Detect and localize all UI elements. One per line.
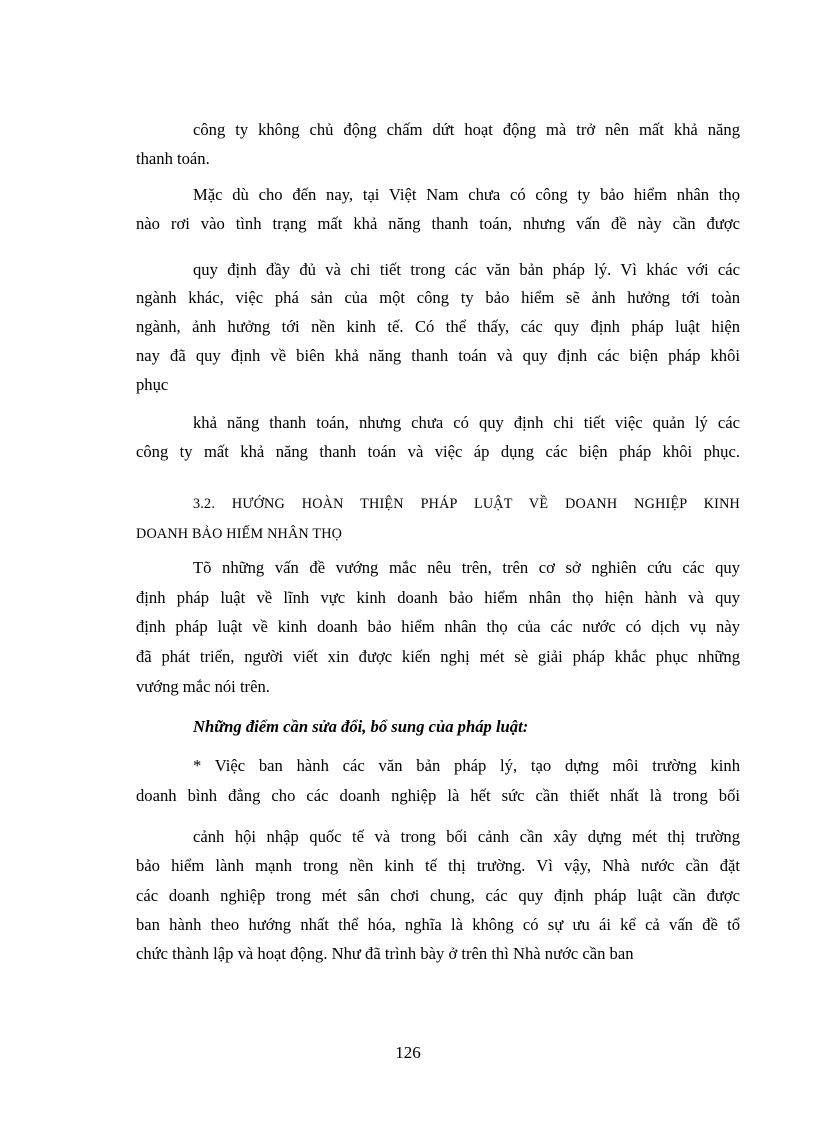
page-number: 126 xyxy=(395,1043,421,1062)
body-line: khả năng thanh toán, nhưng chưa có quy định chi tiết việc quản lý các xyxy=(193,413,740,432)
body-line: quy định đầy đủ và chi tiết trong các văn bản pháp lý. Vì khác với các xyxy=(193,260,740,279)
section-heading: 3.2. HƯỚNG HOÀN THIỆN PHÁP LUẬT VỀ DOANH NGHIỆP KINH xyxy=(193,496,740,512)
body-line: doanh bình đẳng cho các doanh nghiệp là hết sức cần thiết nhất là trong bối xyxy=(136,786,740,805)
body-line: các doanh nghiệp trong mét sân chơi chung, các quy định pháp luật cần được xyxy=(136,886,740,905)
body-line: định pháp luật về kinh doanh bảo hiểm nhân thọ của các nước có dịch vụ này xyxy=(136,617,740,636)
body-line: bảo hiểm lành mạnh trong nền kinh tế thị trường. Vì vậy, Nhà nước cần đặt xyxy=(136,856,740,875)
body-line: ngành khác, việc phá sản của một công ty bảo hiểm sẽ ảnh hưởng tới toàn xyxy=(136,288,740,307)
body-line: ngành, ảnh hưởng tới nền kinh tế. Có thể thấy, các quy định pháp luật hiện xyxy=(136,317,740,336)
body-line: * Việc ban hành các văn bản pháp lý, tạo dựng môi trường kinh xyxy=(193,756,740,775)
body-line: Mặc dù cho đến nay, tại Việt Nam chưa có công ty bảo hiểm nhân thọ xyxy=(193,185,740,204)
body-line: ban hành theo hướng nhất thể hóa, nghĩa là không có sự ưu ái kể cả vấn đề tổ xyxy=(136,915,740,934)
body-line: nào rơi vào tình trạng mất khả năng thanh toán, nhưng vấn đề này cần được xyxy=(136,214,740,233)
body-line: định pháp luật về lĩnh vực kinh doanh bảo hiểm nhân thọ hiện hành và quy xyxy=(136,588,740,607)
body-line: Tõ những vấn đề vướng mắc nêu trên, trên cơ sở nghiên cứu các quy xyxy=(193,558,740,577)
body-line: phục xyxy=(136,375,169,394)
section-heading: DOANH BẢO HIỂM NHÂN THỌ xyxy=(136,526,343,542)
body-line: cảnh hội nhập quốc tế và trong bối cảnh cần xây dựng mét thị trường xyxy=(193,827,740,846)
body-line: công ty không chủ động chấm dứt hoạt động mà trở nên mất khả năng xyxy=(193,120,740,139)
body-line: công ty mất khả năng thanh toán và việc áp dụng các biện pháp khôi phục. xyxy=(136,442,740,461)
subheading: Những điểm cần sửa đổi, bổ sung của pháp luật: xyxy=(193,717,529,736)
body-line: nay đã quy định về biên khả năng thanh toán và quy định các biện pháp khôi xyxy=(136,346,740,365)
body-line: vướng mắc nói trên. xyxy=(136,677,270,696)
body-line: chức thành lập và hoạt động. Như đã trình bày ở trên thì Nhà nước cần ban xyxy=(136,944,634,963)
body-line: thanh toán. xyxy=(136,149,210,168)
body-line: đã phát triển, người viết xin được kiến nghị mét sè giải pháp khắc phục những xyxy=(136,647,740,666)
